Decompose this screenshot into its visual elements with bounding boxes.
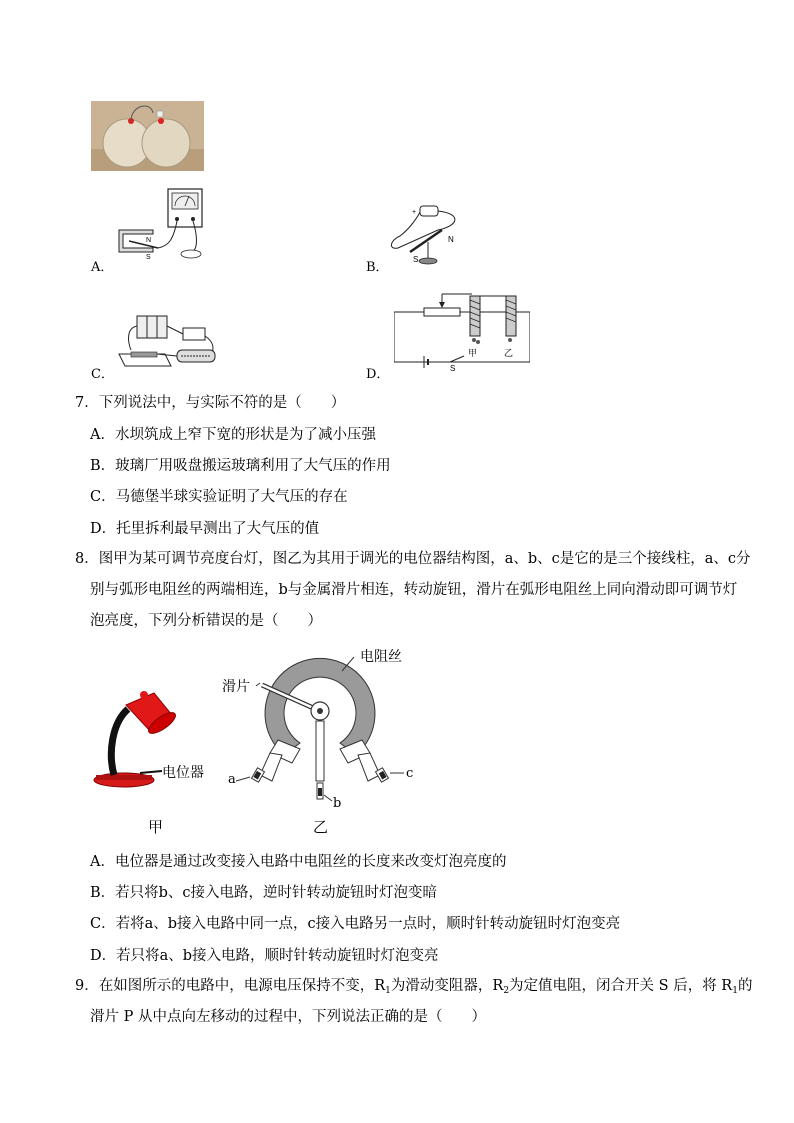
- needle-n-label: N: [448, 235, 454, 244]
- q7-option-d: D．托里拆利最早测出了大气压的值: [90, 521, 320, 537]
- q7-option-a: A．水坝筑成上窄下宽的形状是为了减小压强: [90, 427, 376, 443]
- magnet-jia-label: 甲: [468, 349, 478, 359]
- q8-option-a: A．电位器是通过改变接入电路中电阻丝的长度来改变灯泡亮度的: [90, 854, 507, 870]
- switch-s-label: S: [450, 364, 456, 372]
- q7-option-b: B．玻璃厂用吸盘搬运玻璃利用了大气压的作用: [90, 458, 391, 474]
- q8-jia-label: 甲: [148, 818, 164, 836]
- q9-text-part3: 为定值电阻，闭合开关 S 后，将 R: [509, 978, 733, 994]
- q8-terminal-b: b: [333, 796, 342, 811]
- q8-terminal-a: a: [228, 772, 236, 787]
- option-a-figure: [113, 186, 213, 266]
- option-d-figure: [394, 290, 530, 372]
- q8-wire-label: 电阻丝: [360, 649, 402, 665]
- q8-yi-label: 乙: [313, 818, 329, 836]
- option-b-label: B．: [366, 260, 389, 275]
- option-b-figure: [388, 200, 468, 268]
- q8-stem-line3: 泡亮度，下列分析错误的是（ ）: [90, 613, 322, 629]
- magnet-s-label: S: [146, 254, 151, 261]
- q9-stem-line2: 滑片 P 从中点向左移动的过程中，下列说法正确的是（ ）: [90, 1009, 486, 1025]
- q8-option-c: C．若将a、b接入电路中同一点，c接入电路另一点时，顺时针转动旋钮时灯泡变亮: [90, 916, 621, 932]
- q9-sub-r2: 2: [503, 986, 510, 996]
- q8-option-b: B．若只将b、c接入电路，逆时针转动旋钮时灯泡变暗: [90, 885, 438, 901]
- q8-terminal-c: c: [406, 766, 414, 781]
- q8-stem-line1: 8．图甲为某可调节亮度台灯，图乙为其用于调光的电位器结构图，a、b、c是它的是三个接线柱，a、c分: [75, 551, 751, 567]
- q8-stem-line2: 别与弧形电阻丝的两端相连，b与金属滑片相连，转动旋钮，滑片在弧形电阻丝上同向滑动即可调节灯: [90, 582, 738, 598]
- q9-text-part1: 在如图所示的电路中，电源电压保持不变，R: [98, 978, 386, 994]
- magnet-n-label: N: [146, 237, 152, 244]
- q9-sub-r1-2: 1: [732, 986, 738, 996]
- svg-text:+: +: [412, 209, 417, 216]
- q8-potentiometer-figure: [222, 645, 427, 815]
- q7-stem: 7．下列说法中，与实际不符的是（ ）: [75, 395, 346, 411]
- option-c-figure: [113, 310, 225, 374]
- option-c-label: C．: [91, 367, 114, 382]
- q9-text-part2: 为滑动变阻器，R: [390, 978, 504, 994]
- q9-stem-line1: [75, 976, 752, 1001]
- q8-option-d: D．若只将a、b接入电路，顺时针转动旋钮时灯泡变亮: [90, 948, 439, 964]
- q8-lamp-label: 电位器: [162, 765, 204, 781]
- q9-number: 9．: [75, 978, 99, 994]
- q8-slider-label: 滑片: [222, 679, 250, 695]
- option-a-label: A．: [91, 260, 114, 275]
- option-d-label: D．: [366, 367, 390, 382]
- needle-s-label: S: [413, 255, 419, 264]
- q7-option-c: C．马德堡半球实验证明了大气压的存在: [90, 489, 348, 505]
- top-photo: [91, 101, 204, 171]
- magnet-yi-label: 乙: [504, 349, 514, 359]
- q9-sub-r1: 1: [385, 986, 391, 996]
- q9-text-part4: 的: [737, 978, 753, 994]
